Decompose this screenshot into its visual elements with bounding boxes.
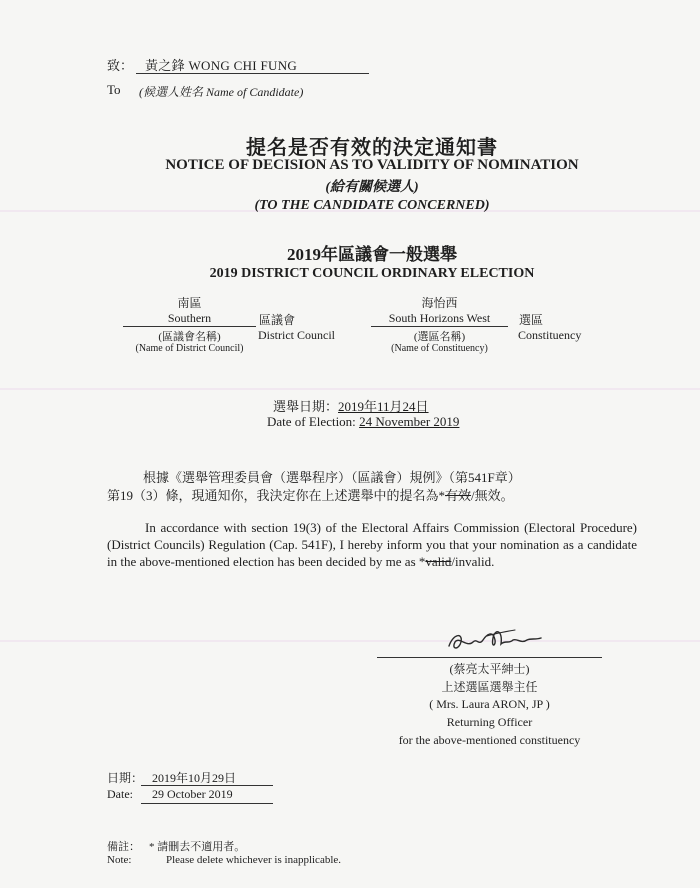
title-en: NOTICE OF DECISION AS TO VALIDITY OF NOMINATION xyxy=(165,157,579,173)
note-label-en: Note: xyxy=(107,854,132,866)
body-zh-invalid: 無效 xyxy=(474,488,501,503)
election-date-zh-value: 2019年11月24日 xyxy=(338,399,429,414)
election-title-en: 2019 DISTRICT COUNCIL ORDINARY ELECTION xyxy=(209,266,535,281)
constituency-name-zh: 海怡西 xyxy=(421,296,458,310)
issue-date-en-label: Date: xyxy=(107,787,133,801)
note-label-zh: 備註： xyxy=(107,841,140,853)
election-date-en xyxy=(267,414,459,430)
constituency-suffix-zh: 選區 xyxy=(519,313,544,327)
signature-line xyxy=(377,657,602,658)
issue-date-zh-label: 日期： xyxy=(107,771,144,785)
district-suffix-zh: 區議會 xyxy=(259,313,296,327)
signatory-name-zh: (蔡亮太平紳士) xyxy=(449,662,530,676)
body-zh-line1: 根據《選舉管理委員會（選舉程序）（區議會）規例》（第541F章） xyxy=(143,470,521,485)
scan-sheen xyxy=(0,640,700,642)
body-zh-valid-struck: 有效 xyxy=(445,488,472,503)
district-caption-zh: (區議會名稱) xyxy=(158,331,221,343)
scan-sheen xyxy=(0,388,700,390)
issue-date-zh-value: 2019年10月29日 xyxy=(152,771,237,785)
constituency-name-en: South Horizons West xyxy=(388,311,491,325)
district-name-zh: 南區 xyxy=(177,296,202,310)
constituency-underline xyxy=(371,326,508,327)
election-date-zh xyxy=(273,396,429,415)
district-suffix-en: District Council xyxy=(258,328,335,342)
district-underline xyxy=(123,326,256,327)
body-en-text: In accordance with section 19(3) of the Electoral Affairs Commission (Electoral Procedure) (District Councils) Regulation (Cap. 541F), I hereby inform you that your nomination as a candidate in the above-mentioned election has been decided by me as xyxy=(107,520,637,569)
body-en-paragraph xyxy=(107,519,637,570)
candidate-name-underline xyxy=(136,73,369,74)
title-zh: 提名是否有效的決定通知書 xyxy=(246,137,498,159)
body-zh-end: 。 xyxy=(500,488,514,503)
issue-date-en-underline xyxy=(141,803,273,804)
election-date-en-label: Date of Election: xyxy=(267,414,360,429)
constituency-caption-en: (Name of Constituency) xyxy=(391,343,488,354)
to-label-zh: 致： xyxy=(107,58,134,73)
signatory-title-en: Returning Officer xyxy=(446,715,533,729)
district-caption-en: (Name of District Council) xyxy=(135,343,244,354)
election-date-en-value: 24 November 2019 xyxy=(359,414,460,429)
note-text-zh: * 請刪去不適用者。 xyxy=(149,841,246,853)
issue-date-en-value: 29 October 2019 xyxy=(152,787,233,801)
issue-date-zh-underline xyxy=(141,785,273,786)
body-zh-slash: / xyxy=(471,488,475,503)
note-text-en: Please delete whichever is inapplicable. xyxy=(166,854,342,866)
signatory-scope-en: for the above-mentioned constituency xyxy=(398,733,581,747)
candidate-name: 黃之鋒 WONG CHI FUNG xyxy=(145,58,298,73)
signatory-title-zh: 上述選區選舉主任 xyxy=(441,680,538,694)
body-en-star: * xyxy=(418,554,426,569)
body-zh-line2 xyxy=(107,485,514,504)
election-title-zh: 2019年區議會一般選舉 xyxy=(287,245,457,264)
election-date-zh-label: 選舉日期： xyxy=(273,399,339,414)
candidate-name-hint: (候選人姓名 Name of Candidate) xyxy=(139,85,304,99)
body-zh-star: * xyxy=(438,488,446,503)
subtitle-zh: (給有關候選人) xyxy=(325,180,419,195)
district-name-en: Southern xyxy=(167,311,212,325)
constituency-suffix-en: Constituency xyxy=(518,328,582,342)
signatory-name-en: ( Mrs. Laura ARON, JP ) xyxy=(429,697,550,711)
constituency-caption-zh: (選區名稱) xyxy=(413,331,466,343)
to-label-en: To xyxy=(107,82,121,97)
subtitle-en: (TO THE CANDIDATE CONCERNED) xyxy=(254,198,490,213)
body-en-valid-struck: valid xyxy=(425,554,452,569)
body-zh-line2-text: 第19（3）條，現通知你，我決定你在上述選舉中的提名為 xyxy=(107,488,439,503)
signature-image xyxy=(443,620,553,656)
body-en-invalid: /invalid. xyxy=(451,554,495,569)
